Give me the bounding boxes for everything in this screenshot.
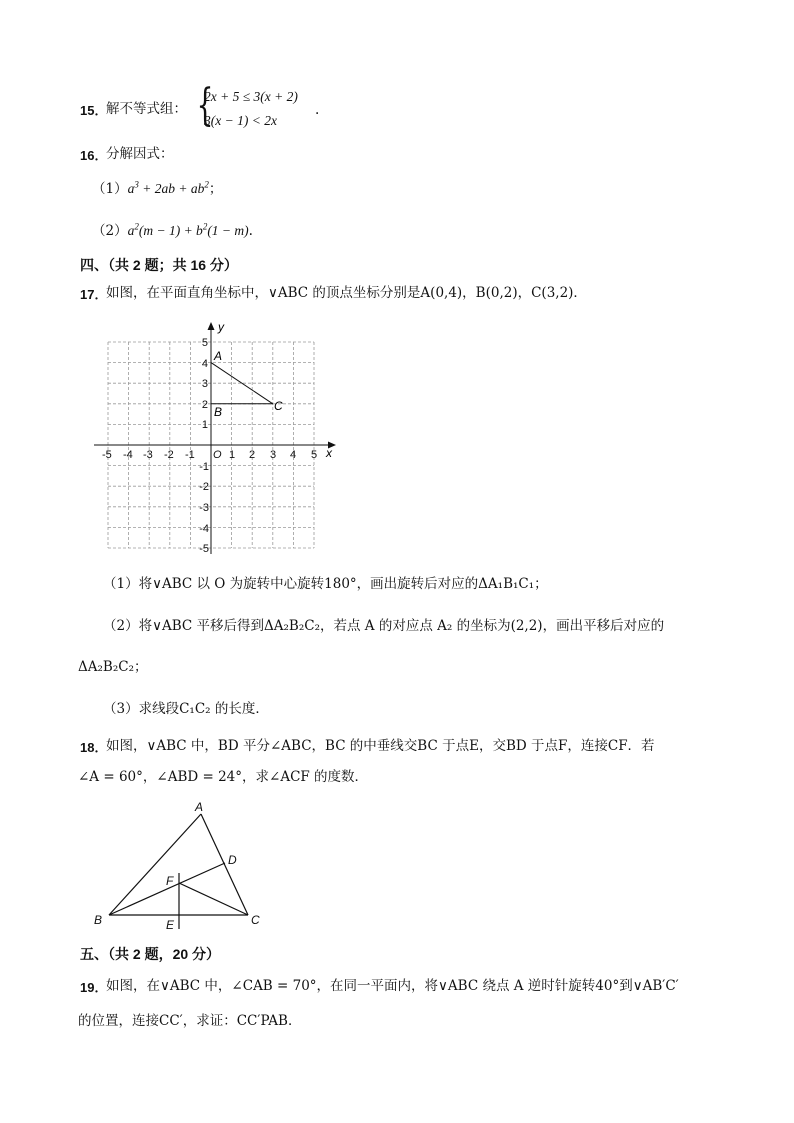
side-ac bbox=[201, 814, 248, 915]
point-a-label: A bbox=[214, 349, 223, 363]
y-tick-label: 2 bbox=[201, 399, 208, 411]
q16-part1: $(1)a^3 + 2ab + ab^2$； bbox=[92, 179, 223, 197]
q18-number: 18． bbox=[80, 740, 108, 755]
x-axis-label: x bbox=[326, 446, 332, 460]
x-tick-label: 5 bbox=[311, 449, 318, 461]
q18-line2: ∠A = 60°，∠ABD = 24°，求∠ACF 的度数． bbox=[78, 769, 369, 785]
q15 bbox=[80, 80, 340, 132]
section-5-heading: 五、（共 2 题，20 分） bbox=[80, 946, 221, 962]
q17-part3: （3）求线段C₁C₂ 的长度． bbox=[103, 701, 269, 717]
point-c-label: C bbox=[274, 399, 283, 413]
x-tick-label: 2 bbox=[249, 449, 256, 461]
y-tick-label: -1 bbox=[199, 461, 209, 473]
q16-part1-expr: $a^3 + 2ab + ab^2$ bbox=[127, 179, 209, 196]
origin-label: O bbox=[213, 449, 222, 461]
q18-triangle-figure bbox=[88, 798, 268, 934]
q16-part2-label: （2） bbox=[92, 223, 128, 239]
x-tick-label: -2 bbox=[164, 449, 174, 461]
y-tick-label: 5 bbox=[201, 337, 208, 349]
q15-period: . bbox=[315, 102, 320, 118]
q18-line1: 如图，∨ABC 中，BD 平分∠ABC，BC 的中垂线交BC 于点E，交BD 于点F，连接CF．若 bbox=[106, 738, 655, 754]
segment-fc bbox=[179, 883, 248, 915]
q16-part2-expr: $a^2(m - 1) + b^2(1 - m)$ bbox=[127, 221, 249, 238]
q17-part1: （1）将∨ABC 以 O 为旋转中心旋转180°，画出旋转后对应的ΔA₁B₁C₁； bbox=[103, 576, 548, 592]
x-tick-label: -3 bbox=[143, 449, 153, 461]
x-tick-label: -1 bbox=[185, 449, 195, 461]
q16-number: 16． bbox=[80, 148, 108, 163]
x-tick-label: 4 bbox=[290, 449, 297, 461]
fig-label-b: B bbox=[94, 913, 103, 927]
q15-number: 15． bbox=[80, 103, 108, 118]
point-b-label: B bbox=[214, 405, 223, 419]
x-tick-label: -5 bbox=[102, 449, 112, 461]
y-tick-label: -2 bbox=[199, 481, 209, 493]
y-tick-label: -5 bbox=[199, 543, 209, 554]
x-tick-label: 1 bbox=[229, 449, 236, 461]
fig-label-a: A bbox=[195, 800, 204, 814]
y-tick-label: -4 bbox=[199, 523, 209, 535]
section-4-heading: 四、（共 2 题；共 16 分） bbox=[80, 257, 238, 273]
q17-text: 如图，在平面直角坐标中，∨ABC 的顶点坐标分别是A(0,4)，B(0,2)，C(3,2)． bbox=[106, 285, 587, 301]
side-ab bbox=[109, 814, 201, 915]
q17-part2-line1: （2）将∨ABC 平移后得到ΔA₂B₂C₂，若点 A 的对应点 A₂ 的坐标为(2,2)，画出平移后对应的 bbox=[103, 618, 665, 634]
fig-label-f: F bbox=[166, 874, 174, 888]
q16-text: 分解因式： bbox=[106, 146, 174, 162]
x-tick-label: -4 bbox=[123, 449, 133, 461]
y-axis-label: y bbox=[218, 320, 224, 334]
y-tick-label: 3 bbox=[201, 378, 208, 390]
q15-inequality-2: 3(x − 1) < 2x bbox=[204, 113, 277, 128]
y-tick-label: -3 bbox=[199, 502, 209, 514]
y-tick-label: 1 bbox=[201, 419, 208, 431]
q15-inequality-1: 2x + 5 ≤ 3(x + 2) bbox=[204, 89, 298, 104]
q19-number: 19． bbox=[80, 980, 108, 995]
q15-brace: { bbox=[196, 80, 214, 131]
fig-label-e: E bbox=[166, 918, 175, 932]
q16-part2: $(2)a^2(m - 1) + b^2(1 - m)$. bbox=[92, 221, 253, 239]
x-tick-label: 3 bbox=[270, 449, 277, 461]
x-tick-labels bbox=[102, 449, 317, 461]
q17-part2-line2: ΔA₂B₂C₂； bbox=[78, 659, 148, 675]
fig-label-c: C bbox=[251, 913, 260, 927]
y-tick-label: 4 bbox=[201, 358, 208, 370]
q17-number: 17． bbox=[80, 287, 108, 302]
q15-text: 解不等式组： bbox=[106, 101, 187, 117]
fig-label-d: D bbox=[228, 853, 237, 867]
q19-line2: 的位置，连接CC′，求证：CC′PAB． bbox=[78, 1013, 302, 1029]
q17-coordinate-grid bbox=[90, 318, 340, 554]
bisector-bd bbox=[109, 863, 225, 915]
q16-part1-label: （1） bbox=[92, 181, 128, 197]
q19-line1: 如图，在∨ABC 中，∠CAB = 70°，在同一平面内，将∨ABC 绕点 A 逆时针旋转40°到∨AB′C′ bbox=[106, 978, 679, 994]
